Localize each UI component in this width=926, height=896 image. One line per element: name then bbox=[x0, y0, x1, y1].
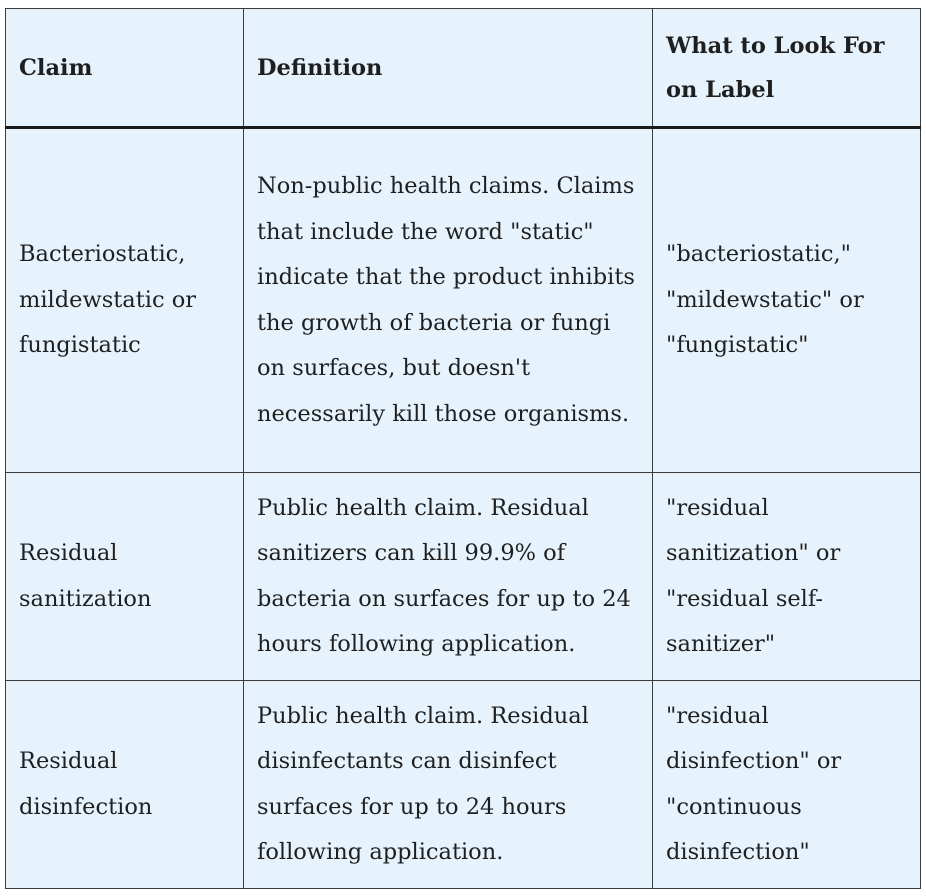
header-row bbox=[6, 9, 921, 128]
cell-definition: Non-public health claims. Claims that include the word "static" indicate that the product inhibits the growth of bacteria or fungi on surfaces, but doesn't necessarily kill those organisms. bbox=[244, 128, 653, 473]
cell-claim: Residual sanitization bbox=[6, 473, 244, 681]
table-row bbox=[6, 128, 921, 473]
header-claim: Claim bbox=[6, 9, 244, 128]
cell-claim: Residual disinfection bbox=[6, 681, 244, 889]
table-header bbox=[6, 9, 921, 128]
header-definition: Definition bbox=[244, 9, 653, 128]
header-label: What to Look For on Label bbox=[653, 9, 921, 128]
table-row bbox=[6, 473, 921, 681]
table-body bbox=[6, 128, 921, 889]
cell-label: "bacteriostatic," "mildewstatic" or "fungistatic" bbox=[653, 128, 921, 473]
claims-table bbox=[5, 8, 921, 889]
table-row bbox=[6, 681, 921, 889]
cell-claim: Bacteriostatic, mildewstatic or fungistatic bbox=[6, 128, 244, 473]
claims-table-container bbox=[5, 8, 920, 889]
cell-definition: Public health claim. Residual disinfectants can disinfect surfaces for up to 24 hours following application. bbox=[244, 681, 653, 889]
cell-label: "residual disinfection" or "continuous disinfection" bbox=[653, 681, 921, 889]
cell-definition: Public health claim. Residual sanitizers can kill 99.9% of bacteria on surfaces for up to 24 hours following application. bbox=[244, 473, 653, 681]
cell-label: "residual sanitization" or "residual self-sanitizer" bbox=[653, 473, 921, 681]
